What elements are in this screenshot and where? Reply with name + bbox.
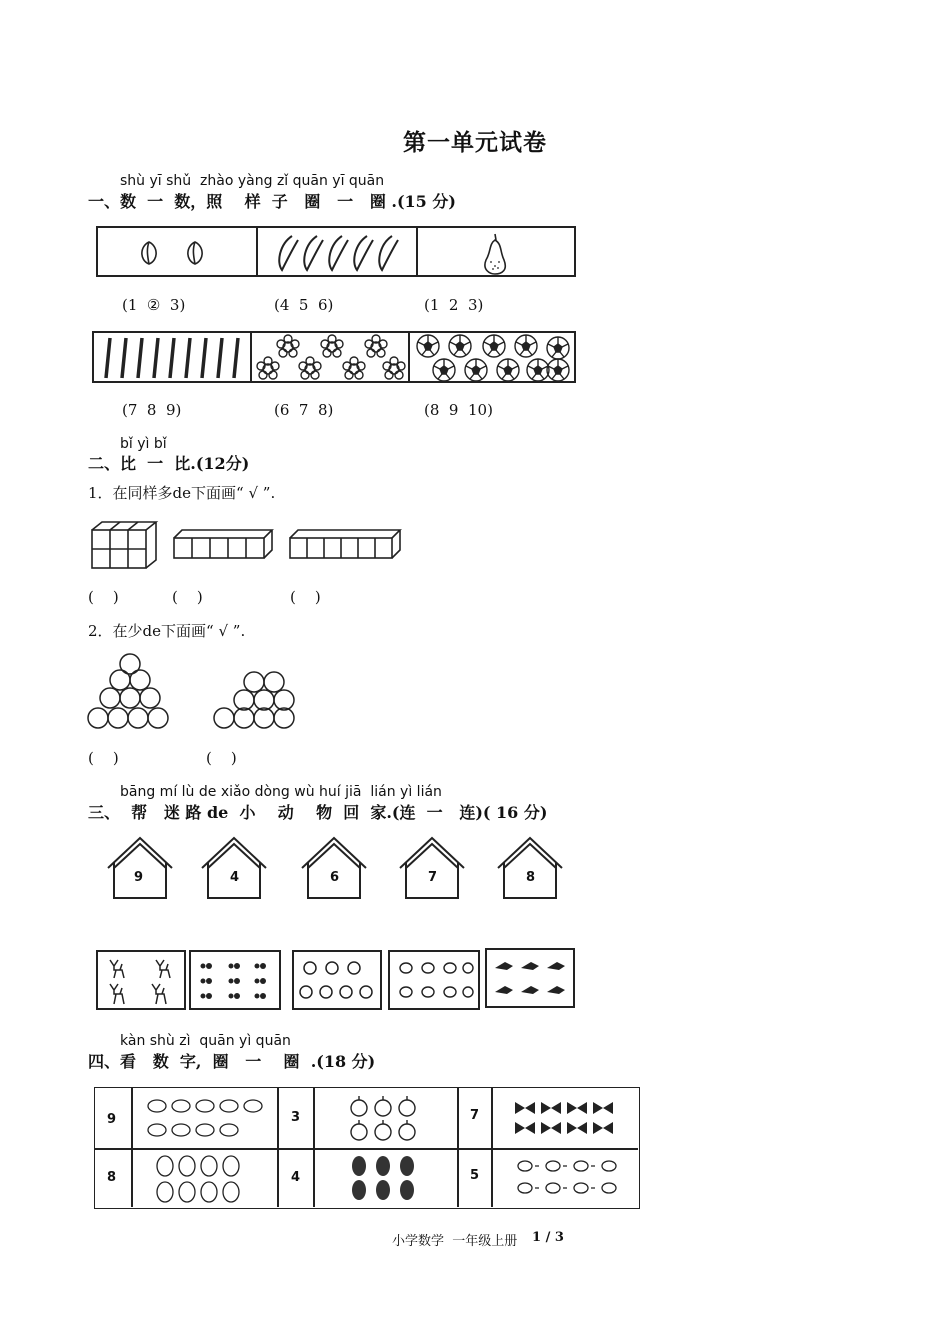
animal-card[interactable] bbox=[189, 950, 281, 1010]
cube-block-icon bbox=[90, 520, 410, 572]
pencil-icon bbox=[100, 336, 248, 380]
animal-card[interactable] bbox=[292, 950, 382, 1010]
divider bbox=[256, 228, 258, 275]
table-number: 4 bbox=[291, 1170, 301, 1185]
pear-icon bbox=[480, 232, 510, 276]
house-number: 4 bbox=[230, 870, 240, 885]
circle-pyramid-icon bbox=[86, 652, 306, 734]
house-icon bbox=[496, 836, 566, 900]
section2-pinyin: bǐ yì bǐ bbox=[120, 436, 167, 452]
soccer-ball-icon bbox=[410, 334, 572, 382]
bird-icon bbox=[489, 952, 573, 1006]
rooster-icon bbox=[153, 1152, 253, 1206]
answer-paren-2-1-b[interactable]: ( ) bbox=[172, 588, 203, 606]
house-icon bbox=[106, 836, 176, 900]
butterfly-icon bbox=[509, 1092, 619, 1144]
peach-icon bbox=[136, 238, 226, 268]
question-2-1: 1．在同样多de下面画“ √ ”. bbox=[88, 484, 276, 502]
section1-pinyin: shù yī shǔ zhào yàng zǐ quān yī quān bbox=[120, 173, 385, 189]
fish-icon bbox=[513, 1152, 623, 1204]
house-number: 8 bbox=[526, 870, 536, 885]
animal-card[interactable] bbox=[96, 950, 186, 1010]
section4-heading: 四、看 数 字, 圈 一 圈 .(18 分) bbox=[88, 1052, 376, 1071]
option-row1-b[interactable]: (4 5 6) bbox=[274, 296, 334, 314]
house-icon bbox=[300, 836, 370, 900]
option-row2-c[interactable]: (8 9 10) bbox=[424, 401, 493, 419]
rabbit-icon bbox=[392, 954, 478, 1008]
table-number: 3 bbox=[291, 1110, 301, 1125]
page-number: 1 / 3 bbox=[532, 1230, 564, 1245]
footer-text: 小学数学 一年级上册 bbox=[392, 1234, 518, 1249]
option-row2-a[interactable]: (7 8 9) bbox=[122, 401, 182, 419]
house-number: 7 bbox=[428, 870, 438, 885]
option-row1-c[interactable]: (1 2 3) bbox=[424, 296, 484, 314]
flower-icon bbox=[254, 335, 404, 381]
col-divider bbox=[131, 1088, 133, 1207]
page-title: 第一单元试卷 bbox=[403, 129, 547, 156]
table-number: 5 bbox=[470, 1168, 480, 1183]
option-row2-b[interactable]: (6 7 8) bbox=[274, 401, 334, 419]
option-row1-a[interactable]: (1 ② 3) bbox=[122, 296, 186, 314]
count-box-row2 bbox=[92, 331, 576, 383]
divider bbox=[250, 333, 252, 381]
question-2-2: 2．在少de下面画“ √ ”. bbox=[88, 622, 246, 640]
table-number: 7 bbox=[470, 1108, 480, 1123]
row-divider bbox=[95, 1148, 638, 1150]
animal-card[interactable] bbox=[485, 948, 575, 1008]
table-number: 8 bbox=[107, 1170, 117, 1185]
answer-paren-2-2-a[interactable]: ( ) bbox=[88, 749, 119, 767]
section3-heading: 三、 帮 迷 路 de 小 动 物 回 家.(连 一 连)( 16 分) bbox=[88, 803, 548, 822]
chick-icon bbox=[296, 954, 380, 1008]
col-divider bbox=[457, 1088, 459, 1207]
strawberry-icon bbox=[347, 1152, 427, 1204]
house-icon bbox=[398, 836, 468, 900]
ant-icon bbox=[193, 954, 279, 1008]
banana-icon bbox=[270, 234, 420, 272]
house-number: 9 bbox=[134, 870, 144, 885]
answer-paren-2-1-a[interactable]: ( ) bbox=[88, 588, 119, 606]
answer-paren-2-1-c[interactable]: ( ) bbox=[290, 588, 321, 606]
count-box-row1 bbox=[96, 226, 576, 277]
col-divider bbox=[277, 1088, 279, 1207]
answer-paren-2-2-b[interactable]: ( ) bbox=[206, 749, 237, 767]
section1-heading: 一、数 一 数，照 样 子 圈 一 圈 .(15 分) bbox=[88, 192, 456, 211]
apple-icon bbox=[347, 1094, 427, 1144]
col-divider bbox=[491, 1088, 493, 1207]
animal-card[interactable] bbox=[388, 950, 480, 1010]
number-table bbox=[94, 1087, 640, 1209]
table-number: 9 bbox=[107, 1112, 117, 1127]
duck-icon bbox=[145, 1094, 269, 1144]
deer-icon bbox=[100, 954, 184, 1008]
house-icon bbox=[200, 836, 270, 900]
col-divider bbox=[313, 1088, 315, 1207]
section4-pinyin: kàn shù zì quān yì quān bbox=[120, 1033, 291, 1049]
house-number: 6 bbox=[330, 870, 340, 885]
section3-pinyin: bāng mí lù de xiǎo dòng wù huí jiā lián yì lián bbox=[120, 784, 442, 800]
section2-heading: 二、比 一 比.(12分) bbox=[88, 454, 250, 473]
